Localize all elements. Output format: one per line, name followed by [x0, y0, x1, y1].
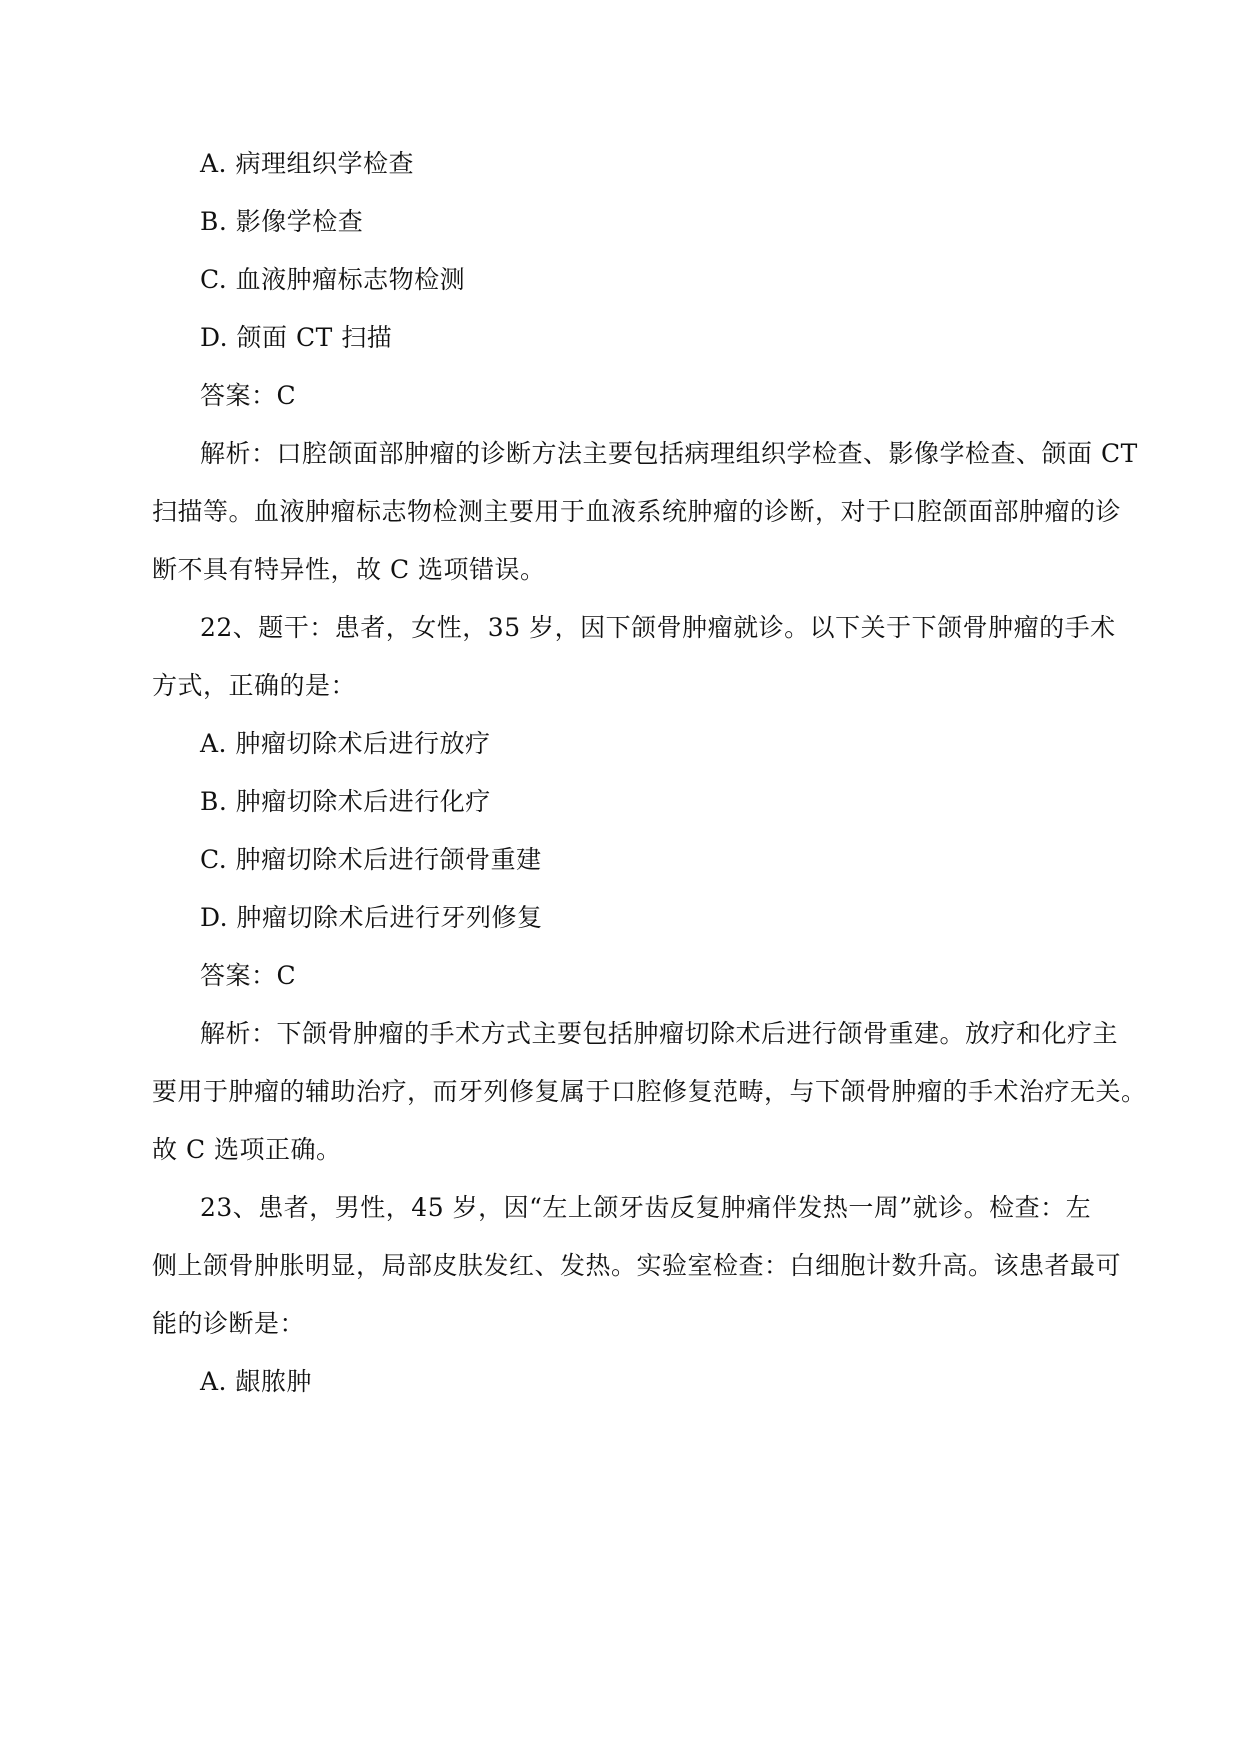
q21-option-b: B. 影像学检查	[200, 207, 364, 236]
q21-analysis-line-2: 扫描等。血液肿瘤标志物检测主要用于血液系统肿瘤的诊断，对于口腔颌面部肿瘤的诊	[152, 497, 1122, 526]
q22-option-c: C. 肿瘤切除术后进行颌骨重建	[200, 845, 542, 874]
q23-stem-line-3: 能的诊断是：	[152, 1309, 306, 1338]
q21-analysis-line-1: 解析：口腔颌面部肿瘤的诊断方法主要包括病理组织学检查、影像学检查、颌面 CT	[200, 439, 1138, 468]
q23-stem-line-1: 23、患者，男性，45 岁，因“左上颌牙齿反复肿痛伴发热一周”就诊。检查：左	[200, 1193, 1092, 1222]
q21-option-a: A. 病理组织学检查	[200, 149, 414, 178]
q23-option-a: A. 龈脓肿	[200, 1367, 312, 1396]
q22-stem-line-1: 22、题干：患者，女性，35 岁，因下颌骨肿瘤就诊。以下关于下颌骨肿瘤的手术	[200, 613, 1116, 642]
q22-analysis-line-1: 解析：下颌骨肿瘤的手术方式主要包括肿瘤切除术后进行颌骨重建。放疗和化疗主	[200, 1019, 1119, 1048]
q22-analysis-line-3: 故 C 选项正确。	[152, 1135, 342, 1164]
q22-answer: 答案：C	[200, 961, 297, 990]
q23-stem-line-2: 侧上颌骨肿胀明显，局部皮肤发红、发热。实验室检查：白细胞计数升高。该患者最可	[152, 1251, 1122, 1280]
q22-analysis-line-2: 要用于肿瘤的辅助治疗，而牙列修复属于口腔修复范畴，与下颌骨肿瘤的手术治疗无关。	[152, 1077, 1147, 1106]
q22-option-b: B. 肿瘤切除术后进行化疗	[200, 787, 491, 816]
q22-stem-line-2: 方式，正确的是：	[152, 671, 357, 700]
q22-option-a: A. 肿瘤切除术后进行放疗	[200, 729, 491, 758]
q21-answer: 答案：C	[200, 381, 297, 410]
q21-option-d: D. 颌面 CT 扫描	[200, 323, 393, 352]
q22-option-d: D. 肿瘤切除术后进行牙列修复	[200, 903, 543, 932]
q21-analysis-line-3: 断不具有特异性，故 C 选项错误。	[152, 555, 546, 584]
q21-option-c: C. 血液肿瘤标志物检测	[200, 265, 466, 294]
